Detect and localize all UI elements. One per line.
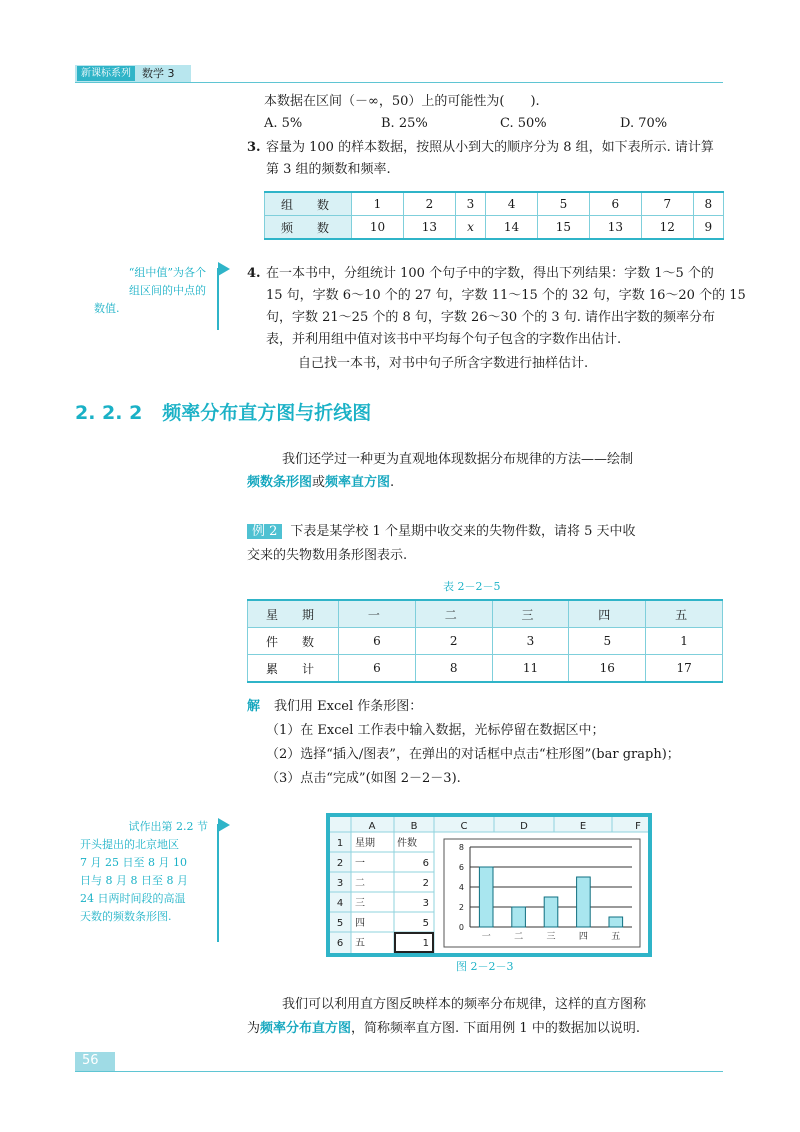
q3-cell: 9 <box>693 216 723 240</box>
side-note-line: 组区间的中点的 <box>129 284 206 297</box>
q3-cell: 14 <box>486 216 538 240</box>
x-tick-label: 五 <box>611 932 621 942</box>
choice-d: D. 70% <box>620 116 668 131</box>
closing-pre: 为 <box>247 1021 261 1036</box>
col-header: F <box>635 821 641 832</box>
q3-cell: 3 <box>455 192 485 216</box>
q3-table <box>264 191 724 240</box>
cell-day: 四 <box>355 918 365 929</box>
choice-a: A. 5% <box>264 116 303 131</box>
term-frequency-distribution-histogram: 频率分布直方图 <box>260 1021 352 1036</box>
lost-items-table <box>247 599 723 683</box>
excel-svg <box>330 817 648 953</box>
footer-rule <box>75 1071 723 1072</box>
cell-count: 1 <box>422 938 429 949</box>
solution-step: （3）点击“完成”(如图 2－2－3). <box>266 771 461 786</box>
cell-day: 五 <box>355 938 365 949</box>
series-label: 新课标系列 <box>77 66 135 81</box>
intro-or: 或 <box>312 475 326 490</box>
intro-line1: 我们还学过一种更为直观地体现数据分布规律的方法——绘制 <box>282 452 634 467</box>
side-note-1-bracket <box>215 268 219 330</box>
q4-extra: 自己找一本书，对书中句子所含字数进行抽样估计. <box>298 356 589 371</box>
q3-cell: x <box>455 216 485 240</box>
closing-rest: ，简称频率直方图. 下面用例 1 中的数据加以说明. <box>351 1021 640 1036</box>
table-header: 三 <box>492 600 569 628</box>
side-note-line: 数值. <box>94 302 120 315</box>
row-number: 2 <box>336 858 344 869</box>
row-number: 1 <box>336 838 344 849</box>
q3-cell: 12 <box>641 216 693 240</box>
q3-cell: 10 <box>352 216 404 240</box>
intro-line2 <box>247 473 394 493</box>
q3-row1-label: 组 数 <box>265 192 352 216</box>
cell-b1: 件数 <box>397 838 417 849</box>
side-note-line: 试作出第 2.2 节 <box>128 820 208 833</box>
cell-count: 2 <box>422 878 429 889</box>
y-tick-label: 2 <box>458 903 464 912</box>
side-note-2-bracket <box>215 824 219 942</box>
q3-cell: 4 <box>486 192 538 216</box>
cell-day: 二 <box>355 878 365 889</box>
prev-question-text: 本数据在区间（－∞，50）上的可能性为( ). <box>264 94 540 109</box>
cell-day: 三 <box>355 898 365 909</box>
q3-cell: 6 <box>589 192 641 216</box>
table-header: 四 <box>569 600 646 628</box>
col-header: D <box>520 821 528 832</box>
cell-count: 6 <box>422 858 429 869</box>
chart-bar <box>512 907 526 927</box>
q4-line: 15 句，字数 6～10 个的 27 句，字数 11～15 个的 32 句，字数 16～20 个的 15 <box>266 288 746 303</box>
q3-cell: 7 <box>641 192 693 216</box>
q3-line1: 容量为 100 的样本数据，按照从小到大的顺序分为 8 组，如下表所示. 请计算 <box>266 140 714 155</box>
q3-cell: 1 <box>352 192 404 216</box>
table-cell: 17 <box>646 655 723 683</box>
x-tick-label: 四 <box>578 932 588 942</box>
closing-line1: 我们可以利用直方图反映样本的频率分布规律，这样的直方图称 <box>282 997 647 1012</box>
chart-bar <box>577 877 591 927</box>
table-header: 五 <box>646 600 723 628</box>
section-heading <box>75 398 371 425</box>
section-title: 频率分布直方图与折线图 <box>162 402 372 424</box>
q3-row2-label: 频 数 <box>265 216 352 240</box>
solution-step: （2）选择“插入/图表”，在弹出的对话框中点击“柱形图”(bar graph)； <box>266 747 680 762</box>
table-cell: 16 <box>569 655 646 683</box>
figure-caption: 图 2－2－3 <box>456 960 514 973</box>
example2-line2: 交来的失物数用条形图表示. <box>247 548 408 563</box>
chart-bar <box>479 867 493 927</box>
excel-screenshot <box>326 813 652 957</box>
intro-end: . <box>390 475 395 490</box>
chart-bar <box>609 917 623 927</box>
side-note-line: 天数的频数条形图. <box>80 910 172 923</box>
table-cell: 3 <box>492 628 569 655</box>
x-tick-label: 二 <box>514 932 524 942</box>
side-note-line: “组中值”为各个 <box>128 266 206 279</box>
x-tick-label: 三 <box>546 932 556 942</box>
cell-day: 一 <box>355 858 365 869</box>
q3-cell: 5 <box>537 192 589 216</box>
row-number: 3 <box>336 878 344 889</box>
table-header: 星 期 <box>248 600 339 628</box>
example-badge: 例 2 <box>247 524 282 539</box>
y-tick-label: 4 <box>458 883 464 892</box>
side-note-line: 日与 8 月 8 日至 8 月 <box>80 874 188 887</box>
col-header: B <box>410 821 418 832</box>
section-number: 2. 2. 2 <box>75 402 143 424</box>
term-frequency-histogram: 频率直方图 <box>325 475 391 490</box>
triangle-arrow-icon <box>218 818 230 832</box>
row-label: 件 数 <box>248 628 339 655</box>
side-note-2 <box>80 818 208 926</box>
side-note-1 <box>88 264 206 318</box>
col-header: E <box>579 821 587 832</box>
row-number: 5 <box>336 918 344 929</box>
cell-count: 3 <box>422 898 429 909</box>
q4-number: 4. <box>247 266 261 281</box>
header-rule <box>75 82 723 83</box>
q3-cell: 13 <box>589 216 641 240</box>
example2-text: 下表是某学校 1 个星期中收交来的失物件数，请将 5 天中收 <box>290 524 636 539</box>
col-header: A <box>368 821 376 832</box>
cell-a1: 星期 <box>355 838 375 849</box>
q4-line: 在一本书中，分组统计 100 个句子中的字数，得出下列结果：字数 1～5 个的 <box>266 266 714 281</box>
row-number: 4 <box>336 898 344 909</box>
q3-cell: 15 <box>537 216 589 240</box>
q3-line2: 第 3 组的频数和频率. <box>266 162 391 177</box>
solution-line0 <box>247 697 422 717</box>
y-tick-label: 6 <box>458 863 464 872</box>
triangle-arrow-icon <box>218 262 230 276</box>
q4-line: 句，字数 21～25 个的 8 句，字数 26～30 个的 3 句. 请作出字数的频率分布 <box>266 310 716 325</box>
table-cell: 11 <box>492 655 569 683</box>
side-note-line: 开头提出的北京地区 <box>80 838 179 851</box>
chart-bar <box>544 897 558 927</box>
table-cell: 6 <box>339 655 416 683</box>
choice-c: C. 50% <box>500 116 547 131</box>
term-frequency-bar-chart: 频数条形图 <box>247 475 313 490</box>
table-cell: 1 <box>646 628 723 655</box>
page-number: 56 <box>82 1053 99 1068</box>
solution-label: 解 <box>247 699 261 714</box>
choice-b: B. 25% <box>381 116 428 131</box>
q3-cell: 13 <box>403 216 455 240</box>
table-cell: 2 <box>415 628 492 655</box>
solution-text: 我们用 Excel 作条形图： <box>274 699 423 714</box>
table-cell: 6 <box>339 628 416 655</box>
book-title: 数学 3 <box>142 67 175 80</box>
table-cell: 8 <box>415 655 492 683</box>
q4-line: 表，并利用组中值对该书中平均每个句子包含的字数作出估计. <box>266 332 622 347</box>
q3-cell: 8 <box>693 192 723 216</box>
row-label: 累 计 <box>248 655 339 683</box>
col-header: C <box>460 821 468 832</box>
side-note-line: 24 日两时间段的高温 <box>80 892 186 905</box>
example2-line1 <box>247 522 635 542</box>
q3-number: 3. <box>247 140 261 155</box>
x-tick-label: 一 <box>481 932 491 942</box>
y-tick-label: 0 <box>458 923 464 932</box>
y-tick-label: 8 <box>458 843 464 852</box>
closing-line2 <box>247 1019 640 1039</box>
solution-step: （1）在 Excel 工作表中输入数据，光标停留在数据区中； <box>266 723 605 738</box>
side-note-line: 7 月 25 日至 8 月 10 <box>80 856 187 869</box>
table-header: 一 <box>339 600 416 628</box>
row-number: 6 <box>336 938 344 949</box>
table-header: 二 <box>415 600 492 628</box>
table-cell: 5 <box>569 628 646 655</box>
table-caption: 表 2－2－5 <box>443 580 501 593</box>
q3-cell: 2 <box>403 192 455 216</box>
chart-area <box>444 839 640 947</box>
cell-count: 5 <box>422 918 429 929</box>
